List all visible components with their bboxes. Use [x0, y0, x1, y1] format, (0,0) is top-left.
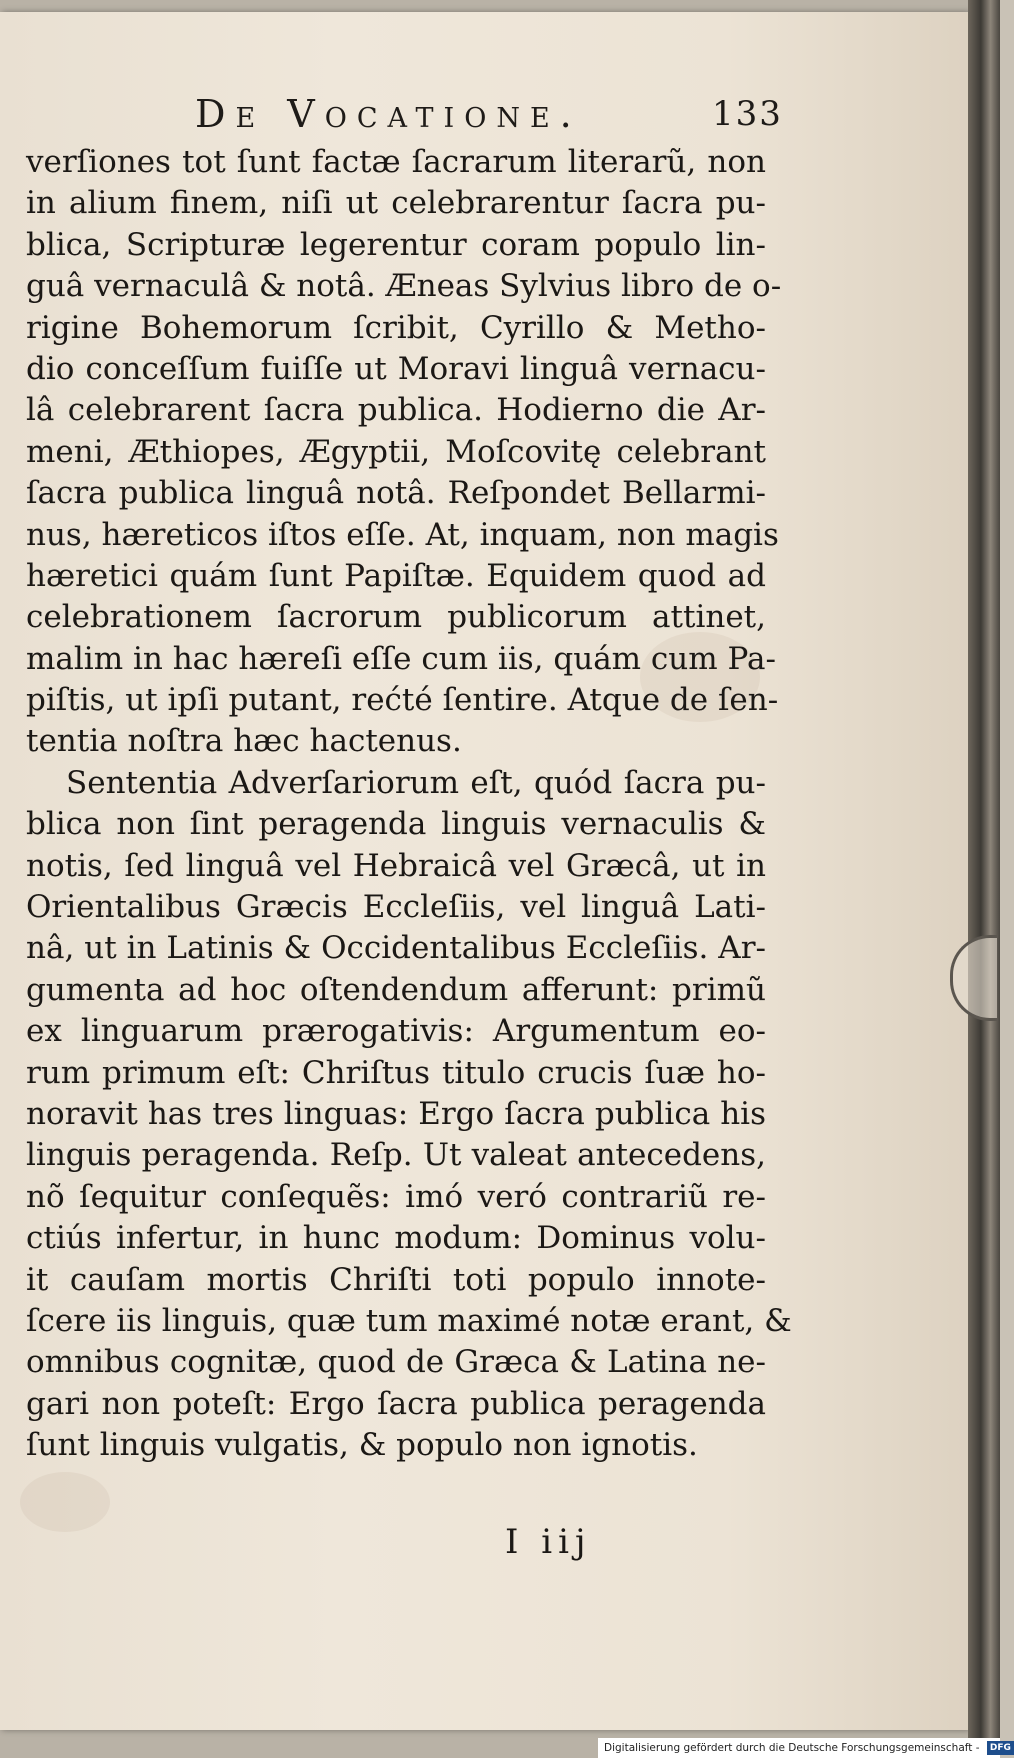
- text-line: gari non poteſt: Ergo ſacra publica peragenda: [26, 1385, 766, 1422]
- digitization-credit: [598, 1738, 1011, 1758]
- text-line: malim in hac hæreſi eſſe cum iis, quám cum Pa-: [26, 640, 776, 677]
- text-line: omnibus cognitæ, quod de Græca & Latina ne-: [26, 1344, 766, 1381]
- running-title: De Vocatione.: [195, 92, 582, 136]
- text-line: ſacra publica linguâ notâ. Reſpondet Bellarmi-: [26, 475, 766, 512]
- text-line: ctiús infertur, in hunc modum: Dominus volu-: [26, 1220, 766, 1257]
- text-line: ſcere iis linguis, quæ tum maximé notæ erant, &: [26, 1302, 792, 1339]
- text-line: hæretici quám ſunt Papiſtæ. Equidem quod ad: [26, 557, 766, 594]
- running-head: [0, 92, 968, 136]
- text-line: ſunt linguis vulgatis, & populo non ignotis.: [26, 1427, 698, 1464]
- text-line: gumenta ad hoc oſtendendum afferunt: primũ: [26, 971, 766, 1008]
- body-text: [26, 142, 792, 1467]
- text-line: nus, hæreticos iſtos eſſe. At, inquam, non magis: [26, 516, 779, 553]
- text-line: Orientalibus Græcis Eccleſiis, vel linguâ Lati-: [26, 889, 766, 926]
- text-line: blica non ſint peragenda linguis vernaculis &: [26, 806, 766, 843]
- dfg-logo: DFG: [987, 1741, 1014, 1755]
- text-line: rigine Bohemorum ſcribit, Cyrillo & Metho-: [26, 309, 766, 346]
- paper-stain: [20, 1472, 110, 1532]
- page-sheet: [0, 12, 968, 1730]
- text-line: linguis peragenda. Reſp. Ut valeat antecedens,: [26, 1137, 766, 1174]
- text-line: lâ celebrarent ſacra publica. Hodierno die Ar-: [26, 392, 766, 429]
- text-line: dio conceſſum fuiſſe ut Moravi linguâ vernacu-: [26, 350, 766, 387]
- text-line: verſiones tot ſunt factæ ſacrarum literarũ, non: [26, 144, 766, 180]
- text-line: guâ vernaculâ & notâ. Æneas Sylvius libro de o-: [26, 268, 782, 305]
- signature-mark: I iij: [505, 1522, 592, 1562]
- text-line: ex linguarum prærogativis: Argumentum eo-: [26, 1013, 766, 1050]
- paragraph-start-line: Sententia Adverſariorum eſt, quód ſacra pu-: [66, 764, 766, 801]
- book-fore-edge: [968, 0, 1000, 1740]
- text-line: notis, ſed linguâ vel Hebraicâ vel Græcâ, ut in: [26, 847, 766, 884]
- text-line: it cauſam mortis Chriſti toti populo innote-: [26, 1261, 766, 1298]
- text-line: noravit has tres linguas: Ergo ſacra publica his: [26, 1095, 766, 1132]
- text-line: piſtis, ut ipſi putant, rećté ſentire. Atque de ſen-: [26, 682, 779, 719]
- text-line: celebrationem ſacrorum publicorum attinet,: [26, 599, 766, 636]
- text-line: rum primum eſt: Chriſtus titulo crucis ſuæ ho-: [26, 1054, 766, 1091]
- page-number: 133: [712, 94, 783, 134]
- text-line: blica, Scripturæ legerentur coram populo lin-: [26, 226, 766, 263]
- text-line: tentia noſtra hæc hactenus.: [26, 723, 462, 760]
- text-line: in alium finem, niſi ut celebrarentur ſacra pu-: [26, 185, 766, 222]
- credit-text: Digitalisierung gefördert durch die Deutsche Forschungsgemeinschaft -: [604, 1742, 980, 1754]
- text-line: nâ, ut in Latinis & Occidentalibus Eccleſiis. Ar-: [26, 930, 766, 967]
- text-line: nõ ſequitur conſequẽs: imó veró contrariũ re-: [26, 1178, 766, 1215]
- text-line: meni, Æthiopes, Ægyptii, Moſcovitę celebrant: [26, 433, 766, 470]
